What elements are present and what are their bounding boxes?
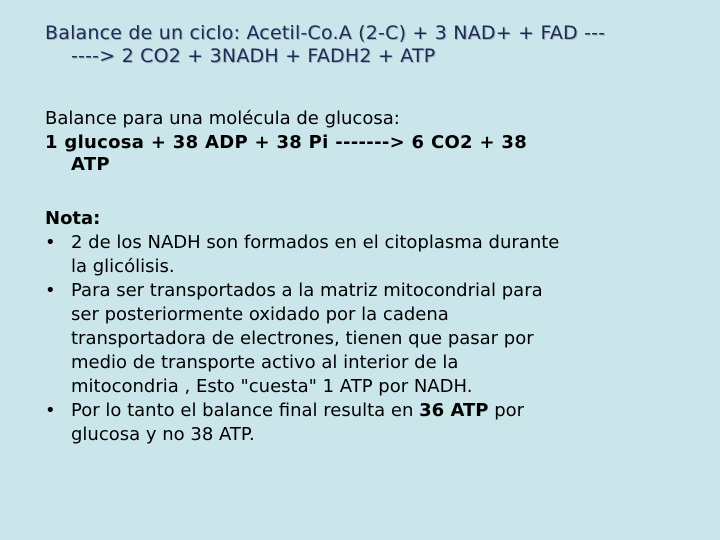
note-item xyxy=(45,279,705,399)
title-line-1: Balance de un ciclo: Acetil-Co.A (2-C) + 3 NAD+ + FAD --- xyxy=(45,22,606,44)
bullet-icon: • xyxy=(45,232,56,253)
note-item xyxy=(45,231,705,279)
note-line: la glicólisis. xyxy=(71,256,175,277)
glucose-balance xyxy=(45,107,705,175)
balance-heading: Balance para una molécula de glucosa: xyxy=(45,108,400,129)
note-line: medio de transporte activo al interior de la xyxy=(71,352,459,373)
note-line: glucosa y no 38 ATP. xyxy=(71,424,255,445)
balance-equation xyxy=(45,131,705,175)
note-text: por xyxy=(488,400,525,421)
equation-line-1: 1 glucosa + 38 ADP + 38 Pi -------> 6 CO2 + 38 xyxy=(45,132,528,153)
note-section xyxy=(45,207,705,447)
note-text: Por lo tanto el balance final resulta en xyxy=(71,400,420,421)
slide-title xyxy=(45,22,705,68)
note-line xyxy=(71,399,705,423)
bullet-icon: • xyxy=(45,400,56,421)
title-line-2: ----> 2 CO2 + 3NADH + FADH2 + ATP xyxy=(71,45,436,67)
note-list xyxy=(45,231,705,447)
note-heading: Nota: xyxy=(45,208,101,229)
bullet-icon: • xyxy=(45,280,56,301)
note-item xyxy=(45,399,705,447)
atp-total-emphasis: 36 ATP xyxy=(419,400,489,421)
equation-line-2: ATP xyxy=(71,154,110,175)
note-line: Para ser transportados a la matriz mitocondrial para xyxy=(71,280,543,301)
note-line: mitocondria , Esto "cuesta" 1 ATP por NADH. xyxy=(71,376,473,397)
note-line: 2 de los NADH son formados en el citoplasma durante xyxy=(71,232,560,253)
note-line: transportadora de electrones, tienen que pasar por xyxy=(71,328,534,349)
note-line: ser posteriormente oxidado por la cadena xyxy=(71,304,449,325)
